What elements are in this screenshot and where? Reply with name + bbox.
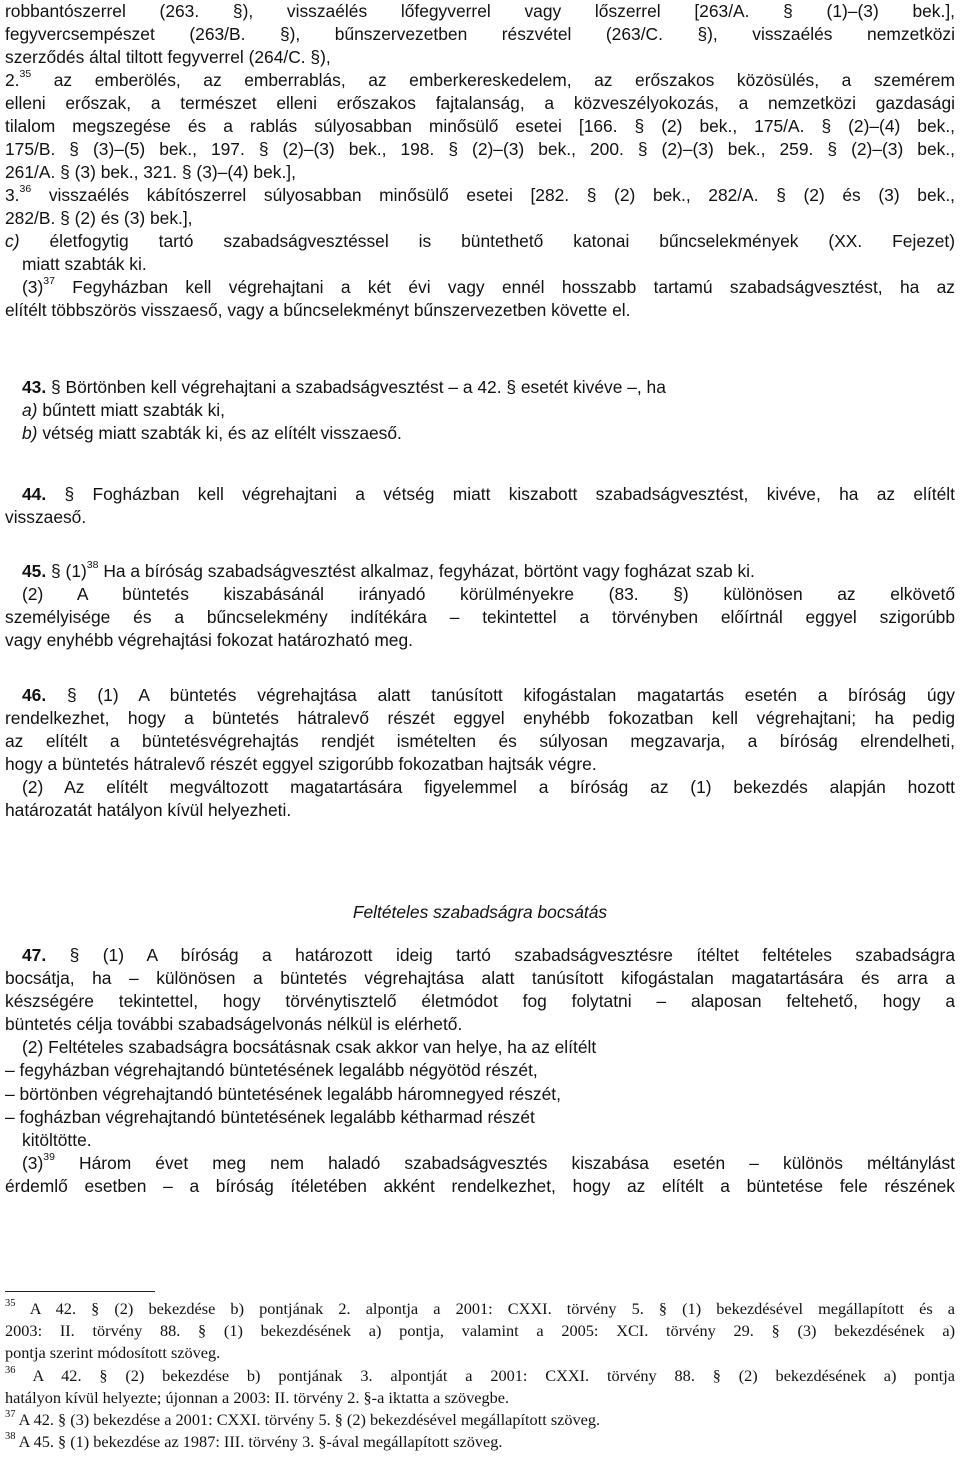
paragraph-number: § (1) bbox=[51, 561, 87, 581]
text-line: pontja szerint módosított szöveg. bbox=[5, 1343, 221, 1362]
text-line: hogy a büntetés hátralevő részét eggyel szigorúbb fokozatban hajtsák végre. bbox=[5, 754, 597, 775]
footnote-35 bbox=[5, 1298, 955, 1364]
point-3 bbox=[5, 184, 955, 230]
text-line: elítélt többszörös visszaeső, vagy a bűncselekményt bűnszervezetben követte el. bbox=[5, 300, 631, 321]
footnote-38 bbox=[5, 1431, 955, 1453]
footnote-ref[interactable]: 37 bbox=[43, 275, 55, 288]
text-line: (2) Feltételes szabadságra bocsátásnak csak akkor van helye, ha az elítélt bbox=[22, 1037, 597, 1058]
text-line: hatályon kívül helyezte; újonnan a 2003: II. törvény 2. §-a iktatta a szövegbe. bbox=[5, 1388, 510, 1407]
text-line: bocsátja, ha – különösen a büntetés végrehajtása alatt tanúsított kifogástalan magatartására és arra a bbox=[5, 968, 955, 989]
paragraph-number: (3) bbox=[22, 1152, 44, 1173]
section-44 bbox=[5, 483, 955, 529]
list-item: – börtönben végrehajtandó büntetésének legalább háromnegyed részét, bbox=[5, 1083, 561, 1104]
text-line: 175/B. § (3)–(5) bek., 197. § (2)–(3) bek., 198. § (2)–(3) bek., 200. § (2)–(3) bek., 259. § (2)–(3) bek., bbox=[5, 139, 955, 160]
footnote-number: 36 bbox=[5, 1364, 16, 1376]
point-letter: b) bbox=[22, 423, 38, 444]
text-line: tilalom megszegése és a rablás súlyosabban minősülő esetei [166. § (2) bek., 175/A. § (2)–(4) bek., bbox=[5, 116, 955, 137]
section-43 bbox=[5, 376, 955, 445]
text-line: vagy enyhébb végrehajtási fokozat határozható meg. bbox=[5, 630, 413, 651]
text-line: visszaeső. bbox=[5, 507, 87, 528]
text-line: Ha a bíróság szabadságvesztést alkalmaz, fegyházat, börtönt vagy fogházat szab ki. bbox=[103, 561, 755, 581]
footnote-ref[interactable]: 35 bbox=[19, 68, 32, 81]
paragraph-42-3 bbox=[5, 276, 955, 322]
text-line: az elítélt a büntetésvégrehajtás rendjét ismételten és súlyosan megzavarja, a bíróság elrendelheti, bbox=[5, 731, 955, 752]
section-number: 47. bbox=[22, 945, 47, 965]
text-line: A 42. § (3) bekezdése a 2001: CXXI. törvény 5. § (2) bekezdésével megállapított szöveg. bbox=[18, 1410, 601, 1429]
text-line: A 42. § (2) bekezdése b) pontjának 2. alpontja a 2001: CXXI. törvény 5. § (1) bekezdésével megállapított és a bbox=[29, 1299, 955, 1318]
section-number: 45. bbox=[22, 561, 47, 581]
text-line: érdemlő esetben – a bíróság ítéletében akként rendelkezhet, hogy az elítélt a büntetése fele részének bbox=[5, 1175, 955, 1196]
text-line: miatt szabták ki. bbox=[22, 254, 147, 275]
footnote-number: 35 bbox=[5, 1297, 16, 1309]
text-line: (2) A büntetés kiszabásánál irányadó körülményekre (83. §) különösen az elkövető bbox=[22, 584, 955, 605]
section-45 bbox=[5, 560, 955, 652]
text-line: rendelkezhet, hogy a büntetés hátralevő részét eggyel enyhébb fokozatban kell végrehajtani; ha pedig bbox=[5, 708, 955, 729]
text-line: 282/B. § (2) és (3) bek.], bbox=[5, 208, 193, 229]
point-2 bbox=[5, 69, 955, 184]
footnote-ref[interactable]: 36 bbox=[19, 183, 32, 196]
text-line: fegyvercsempészet (263/B. §), bűnszervezetben részvétel (263/C. §), visszaélés nemzetközi bbox=[5, 24, 955, 45]
point-number: 3. bbox=[5, 185, 20, 205]
list-item: – fogházban végrehajtandó büntetésének legalább kétharmad részét bbox=[5, 1106, 535, 1127]
footnote-37 bbox=[5, 1409, 955, 1431]
footnote-ref[interactable]: 39 bbox=[43, 1151, 55, 1164]
point-letter: a) bbox=[22, 400, 38, 421]
point-letter: c) bbox=[5, 231, 20, 251]
section-46 bbox=[5, 684, 955, 823]
footnote-separator bbox=[5, 1291, 155, 1292]
list-item: – fegyházban végrehajtandó büntetésének legalább négyötöd részét, bbox=[5, 1060, 538, 1081]
text-line: 2003: II. törvény 88. § (1) bekezdésének a) pontja, valamint a 2005: XCI. törvény 29. § (3) bekezdésének a) bbox=[5, 1321, 955, 1340]
text-line: § (1) A bíróság a határozott ideig tartó szabadságvesztésre ítéltet feltételes szabadságra bbox=[69, 945, 955, 965]
text-line: elleni erőszak, a természet elleni erőszakos fajtalanság, a közveszélyokozás, a nemzetközi gazdasági bbox=[5, 93, 955, 114]
text-line: vétség miatt szabták ki, és az elítélt visszaeső. bbox=[42, 423, 402, 444]
point-c bbox=[5, 230, 955, 276]
footnote-ref[interactable]: 38 bbox=[86, 559, 99, 572]
text-line: szerződés által tiltott fegyverrel (264/C. §), bbox=[5, 47, 331, 68]
paragraph-continuation bbox=[5, 0, 955, 69]
text-line: robbantószerrel (263. §), visszaélés lőfegyverrel vagy lőszerrel [263/A. § (1)–(3) bek.], bbox=[5, 1, 955, 21]
text-line: § Börtönben kell végrehajtani a szabadságvesztést – a 42. § esetét kivéve –, ha bbox=[51, 377, 666, 397]
footnote-number: 37 bbox=[5, 1408, 16, 1420]
section-number: 46. bbox=[22, 685, 47, 705]
text-line: (2) Az elítélt megváltozott magatartására figyelemmel a bíróság az (1) bekezdés alapján hozott bbox=[22, 777, 955, 798]
text-line: 261/A. § (3) bek., 321. § (3)–(4) bek.], bbox=[5, 162, 296, 183]
text-line: büntetés célja további szabadságelvonás nélkül is elérhető. bbox=[5, 1014, 463, 1035]
text-line: § (1) A büntetés végrehajtása alatt tanúsított kifogástalan magatartás esetén a bíróság úgy bbox=[66, 685, 955, 705]
text-line: határozatát hatályon kívül helyezheti. bbox=[5, 800, 292, 821]
footnote-number: 38 bbox=[5, 1430, 16, 1442]
text-line: az emberölés, az emberrablás, az emberkereskedelem, az erőszakos közösülés, a szemérem bbox=[53, 70, 955, 90]
section-number: 44. bbox=[22, 484, 47, 504]
section-number: 43. bbox=[22, 377, 47, 397]
paragraph-number: (3) bbox=[22, 277, 44, 297]
text-line: életfogytig tartó szabadságvesztéssel is büntethető katonai bűncselekmények (XX. Fejezet) bbox=[49, 231, 955, 251]
text-line: készségére tekintettel, hogy törvénytisztelő életmódot fog folytatni – alaposan feltehető, hogy a bbox=[5, 991, 955, 1012]
section-47 bbox=[5, 944, 955, 1198]
text-line: A 42. § (2) bekezdése b) pontjának 3. alpontját a 2001: CXXI. törvény 88. § (2) bekezdésének a) pontja bbox=[32, 1366, 955, 1385]
text-line: bűntett miatt szabták ki, bbox=[42, 400, 225, 421]
text-line: § Fogházban kell végrehajtani a vétség miatt kiszabott szabadságvesztést, kivéve, ha az elítélt bbox=[64, 484, 955, 504]
footnote-36 bbox=[5, 1365, 955, 1409]
text-line: A 45. § (1) bekezdése az 1987: III. törvény 3. §-ával megállapított szöveg. bbox=[18, 1432, 503, 1451]
text-line: kitöltötte. bbox=[22, 1129, 92, 1150]
text-line: visszaélés kábítószerrel súlyosabban minősülő esetei [282. § (2) bek., 282/A. § (2) és (3) bek., bbox=[48, 185, 955, 205]
section-title: Feltételes szabadságra bocsátás bbox=[352, 902, 608, 922]
point-number: 2. bbox=[5, 70, 20, 90]
text-line: Fegyházban kell végrehajtani a két évi vagy ennél hosszabb tartamú szabadságvesztést, ha az bbox=[72, 277, 955, 297]
text-line: személyisége és a bűncselekmény indítékára – tekintettel a törvényben előírtnál eggyel szigorúbb bbox=[5, 607, 955, 628]
text-line: Három évet meg nem haladó szabadságvesztés kiszabása esetén – különös méltánylást bbox=[79, 1152, 955, 1173]
